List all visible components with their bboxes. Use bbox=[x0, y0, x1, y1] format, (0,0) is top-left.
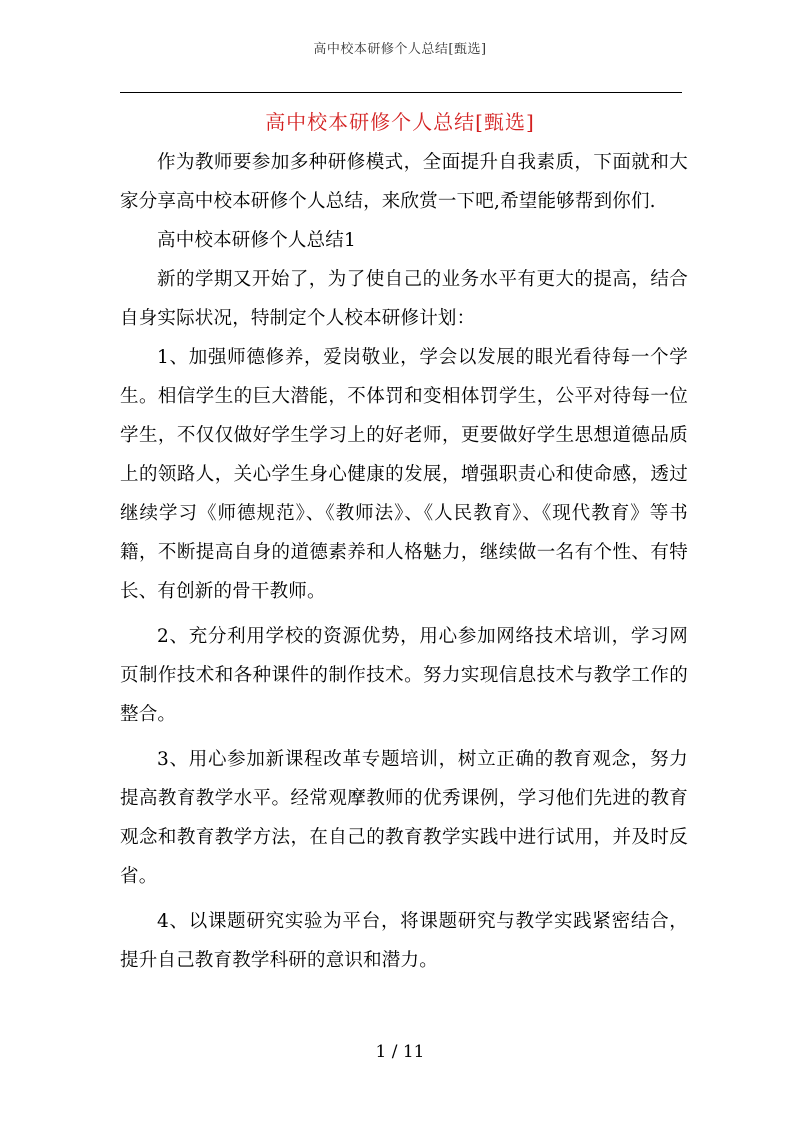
list-item-1: 1、加强师德修养，爱岗敬业，学会以发展的眼光看待每一个学生。相信学生的巨大潜能，不体罚和变相体罚学生，公平对待每一位学生，不仅仅做好学生学习上的好老师，更要做好学生思想道德品质上的领路人，关心学生身心健康的发展，增强职责心和使命感，透过继续学习《师德规范》、《教师法》、《人民教育》、《现代教育》等书籍，不断提高自身的道德素养和人格魅力，继续做一名有个性、有特长、有创新的骨干教师。 bbox=[120, 347, 688, 602]
header-divider bbox=[120, 92, 682, 93]
list-item-2: 2、充分利用学校的资源优势，用心参加网络技术培训，学习网页制作技术和各种课件的制作技术。努力实现信息技术与教学工作的整合。 bbox=[120, 626, 688, 725]
list-item-3: 3、用心参加新课程改革专题培训，树立正确的教育观念，努力提高教育教学水平。经常观摩教师的优秀课例，学习他们先进的教育观念和教育教学方法，在自己的教育教学实践中进行试用，并及时反省。 bbox=[120, 749, 688, 887]
running-header: 高中校本研修个人总结[甄选] bbox=[313, 42, 487, 57]
page-indicator: 1 / 11 bbox=[375, 1042, 425, 1062]
body-paragraph: 新的学期又开始了，为了使自己的业务水平有更大的提高，结合自身实际状况，特制定个人校本研修计划： bbox=[120, 269, 688, 329]
section-heading: 高中校本研修个人总结1 bbox=[157, 230, 356, 251]
document-title: 高中校本研修个人总结[甄选] bbox=[265, 110, 535, 134]
intro-paragraph: 作为教师要参加多种研修模式，全面提升自我素质，下面就和大家分享高中校本研修个人总结，来欣赏一下吧,希望能够帮到你们. bbox=[120, 152, 688, 212]
document-body bbox=[120, 143, 688, 980]
list-item-4: 4、以课题研究实验为平台，将课题研究与教学实践紧密结合，提升自己教育教学科研的意识和潜力。 bbox=[120, 911, 688, 971]
